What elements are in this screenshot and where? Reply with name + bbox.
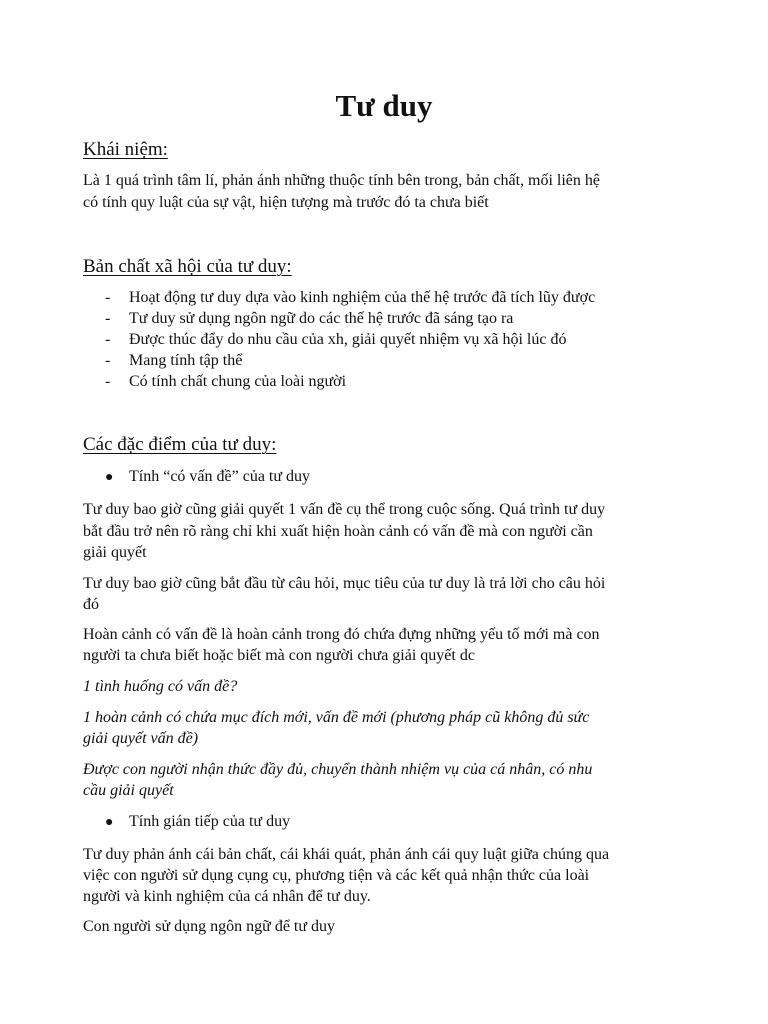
paragraph-line: Tư duy phản ánh cái bản chất, cái khái quát, phản ánh cái quy luật giữa chúng qua [83, 846, 610, 863]
paragraph-line: Tư duy bao giờ cũng giải quyết 1 vấn đề cụ thể trong cuộc sống. Quá trình tư duy [83, 501, 606, 518]
list-item-text: Hoạt động tư duy dựa vào kinh nghiệm của thế hệ trước đã tích lũy được [129, 289, 596, 306]
paragraph-line: giải quyết [83, 544, 147, 561]
list-item-text: Tư duy sử dụng ngôn ngữ do các thế hệ trước đã sáng tạo ra [129, 310, 514, 327]
dash-marker: - [105, 310, 111, 327]
paragraph-line: Tư duy bao giờ cũng bắt đầu từ câu hỏi, mục tiêu của tư duy là trả lời cho câu hỏi [83, 575, 606, 592]
dash-marker: - [105, 289, 111, 306]
dash-marker: - [105, 352, 111, 369]
paragraph-line: người và kinh nghiệm của cá nhân để tư duy. [83, 888, 371, 905]
bullet-marker: ● [105, 470, 114, 485]
definition-line-1: Là 1 quá trình tâm lí, phản ánh những thuộc tính bên trong, bản chất, mối liên hệ [83, 172, 600, 189]
document-title: Tư duy [335, 88, 433, 123]
list-item-text: Mang tính tập thể [129, 352, 243, 369]
list-item-text: Có tính chất chung của loài người [129, 373, 347, 390]
list-item-text: Được thúc đẩy do nhu cầu của xh, giải quyết nhiệm vụ xã hội lúc đó [129, 331, 567, 348]
paragraph-line: Con người sử dụng ngôn ngữ để tư duy [83, 918, 336, 935]
paragraph-line: Hoàn cảnh có vấn đề là hoàn cảnh trong đó chứa đựng những yếu tố mới mà con [83, 626, 600, 643]
italic-line: giải quyết vấn đề) [83, 730, 199, 747]
heading-ban-chat-xa-hoi: Bản chất xã hội của tư duy: [83, 256, 292, 277]
bullet-item-text: Tính “có vấn đề” của tư duy [129, 468, 311, 485]
list-item [83, 308, 513, 330]
paragraph-line: bắt đầu trở nên rõ ràng chỉ khi xuất hiện hoàn cảnh có vấn đề mà con người cần [83, 523, 593, 540]
italic-line: Được con người nhận thức đầy đủ, chuyển thành nhiệm vụ của cá nhân, có nhu [83, 761, 593, 778]
heading-dac-diem: Các đặc điểm của tư duy: [83, 434, 277, 455]
dash-marker: - [105, 373, 111, 390]
italic-line: 1 hoàn cảnh có chứa mục đích mới, vấn đề mới (phương pháp cũ không đủ sức [83, 709, 590, 726]
italic-line: cầu giải quyết [83, 782, 174, 799]
list-item [83, 350, 242, 372]
definition-line-2: có tính quy luật của sự vật, hiện tượng mà trước đó ta chưa biết [83, 194, 489, 211]
paragraph-line: việc con người sử dụng cụng cụ, phương tiện và các kết quả nhận thức của loài [83, 867, 590, 884]
bullet-item-text: Tính gián tiếp của tư duy [129, 813, 291, 830]
bullet-item-gian-tiep [83, 811, 290, 834]
list-item [83, 329, 566, 351]
heading-khai-niem: Khái niệm: [83, 139, 168, 160]
bullet-marker: ● [105, 815, 114, 830]
bullet-item-co-van-de [83, 466, 310, 489]
italic-question: 1 tình huống có vấn đề? [83, 678, 238, 695]
paragraph-line: đó [83, 596, 99, 613]
paragraph-line: người ta chưa biết hoặc biết mà con người chưa giải quyết dc [83, 647, 475, 664]
dash-marker: - [105, 331, 111, 348]
list-item [83, 371, 346, 393]
list-item [83, 287, 595, 309]
